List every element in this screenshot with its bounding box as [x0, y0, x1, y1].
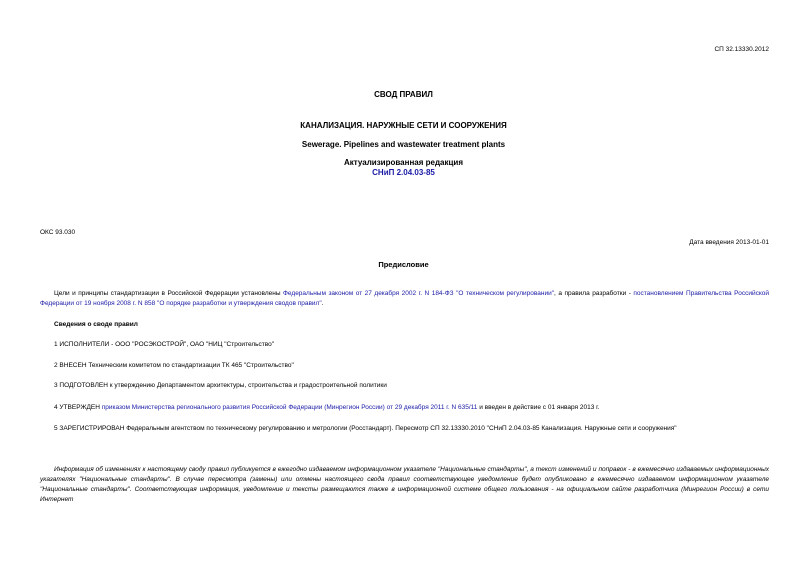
effective-date: Дата введения 2013-01-01 — [689, 239, 769, 246]
preface-text-part: . — [321, 300, 324, 307]
snip-link[interactable]: СНиП 2.04.03-85 — [372, 168, 435, 177]
oks-code: ОКС 93.030 — [40, 229, 76, 236]
doc-title-en: Sewerage. Pipelines and wastewater treatment plants — [301, 140, 506, 149]
preface-heading: Предисловие — [378, 260, 429, 269]
preface-paragraph — [40, 289, 769, 309]
doc-type-title: СВОД ПРАВИЛ — [374, 90, 433, 99]
edition-label: Актуализированная редакция — [344, 158, 463, 167]
approved-text-end: и введен в действие с 01 января 2013 г. — [477, 404, 600, 411]
government-decree-link[interactable]: постановлением Правительства Российской Федерации от 19 ноября 2008 г. N 858 "О порядке разработки и утверждения сводов правил" — [40, 290, 769, 307]
info-item-approved — [54, 404, 600, 411]
info-item-registered: 5 ЗАРЕГИСТРИРОВАН Федеральным агентством по техническому регулированию и метрологии (Росстандарт). Пересмотр СП 32.13330.2010 "СНиП 2.04.03-85 Канализация. Наружные сети и сооружения" — [54, 425, 677, 432]
preface-text-part: Цели и принципы стандартизации в Российской Федерации установлены — [54, 290, 283, 297]
ministry-order-link[interactable]: приказом Министерства регионального развития Российской Федерации (Минрегион России) от 29 декабря 2011 г. N 635/11 — [101, 404, 478, 411]
approved-text: 4 УТВЕРЖДЕН — [54, 404, 102, 411]
info-item-executors: 1 ИСПОЛНИТЕЛИ - ООО "РОСЭКОСТРОЙ", ОАО "НИЦ "Строительство" — [54, 341, 275, 348]
document-code: СП 32.13330.2012 — [714, 46, 769, 53]
changes-notice: Информация об изменениях к настоящему своду правил публикуется в ежегодно издаваемом информационном указателе "Национальные стандарты", а текст изменений и поправок - в ежемесячно издаваемых информационных указателях "Национальные стандарты". В случае пересмотра (замены) или отмены настоящего свода правил соответствующее уведомление будет опубликовано в ежемесячно издаваемом информационном указателе "Национальные стандарты". Соответствующая информация, уведомление и тексты размещаются также в информационной системе общего пользования - на официальном сайте разработчика (Минрегион России) в сети Интернет — [40, 466, 769, 503]
preface-text-part: , а правила разработки - — [554, 290, 634, 297]
info-heading: Сведения о своде правил — [54, 321, 138, 328]
doc-title-ru: КАНАЛИЗАЦИЯ. НАРУЖНЫЕ СЕТИ И СООРУЖЕНИЯ — [300, 121, 507, 130]
federal-law-link[interactable]: Федеральным законом от 27 декабря 2002 г. N 184-ФЗ "О техническом регулировании" — [282, 290, 555, 297]
info-item-introduced: 2 ВНЕСЕН Техническим комитетом по стандартизации ТК 465 "Строительство" — [54, 362, 294, 369]
info-item-prepared: 3 ПОДГОТОВЛЕН к утверждению Департаментом архитектуры, строительства и градостроительной политики — [54, 382, 387, 389]
